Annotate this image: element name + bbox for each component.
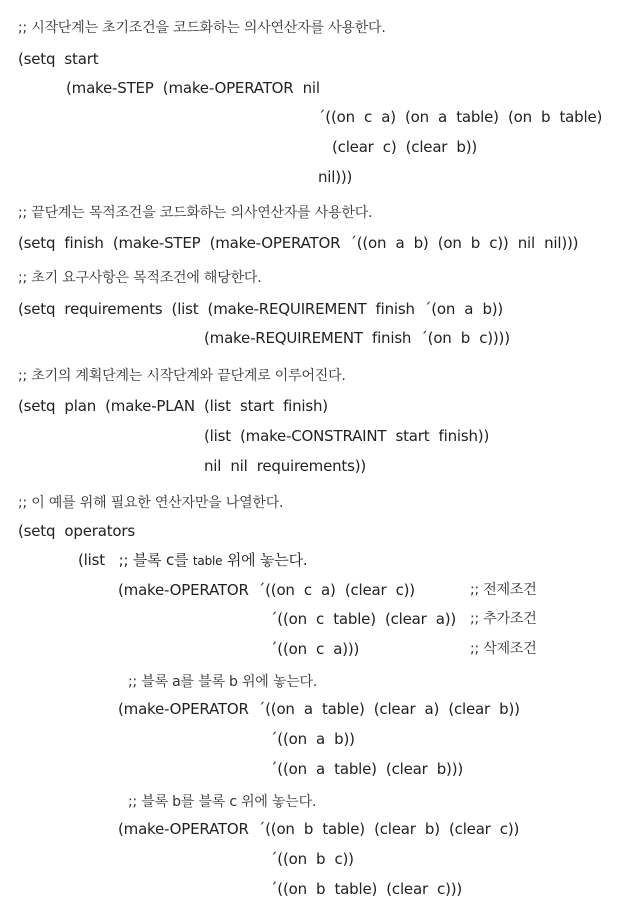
- code-line: nil nil requirements)): [204, 457, 367, 475]
- comment-line: ;; 블록 a를 블록 b 위에 놓는다.: [128, 674, 318, 690]
- comment-line: ;; 전제조건: [470, 582, 537, 598]
- code-line: (list (make-CONSTRAINT start finish)): [204, 427, 490, 445]
- code-line: nil))): [318, 168, 353, 186]
- comment-line: ;; 블록 b를 블록 c 위에 놓는다.: [128, 794, 317, 810]
- code-fragment: (list ;; 블록 c를: [78, 551, 193, 569]
- code-line: ´((on c table) (clear a)): [270, 610, 457, 628]
- comment-line: ;; 초기의 계획단계는 시작단계와 끝단계로 이루어진다.: [18, 368, 346, 384]
- code-line: (setq requirements (list (make-REQUIREMENT finish ´(on a b)): [18, 300, 504, 318]
- code-line: (make-REQUIREMENT finish ´(on b c)))): [204, 329, 510, 347]
- comment-line: ;; 초기 요구사항은 목적조건에 해당한다.: [18, 270, 262, 286]
- code-line: (make-OPERATOR ´((on a table) (clear a) (clear b)): [118, 700, 520, 718]
- code-line: (make-OPERATOR ´((on b table) (clear b) (clear c)): [118, 820, 520, 838]
- comment-line: ;; 이 예를 위해 필요한 연산자만을 나열한다.: [18, 495, 284, 511]
- code-line: (setq operators: [18, 522, 135, 540]
- code-line: (make-STEP (make-OPERATOR nil: [66, 79, 320, 97]
- code-line: ´((on a b)): [270, 730, 355, 748]
- code-line: ´((on c a) (on a table) (on b table): [318, 108, 603, 126]
- code-line: ´((on c a))): [270, 640, 360, 658]
- code-line: (make-OPERATOR ´((on c a) (clear c)): [118, 581, 415, 599]
- code-line: ´((on a table) (clear b))): [270, 760, 463, 778]
- code-line: ´((on b c)): [270, 850, 354, 868]
- code-line: (setq finish (make-STEP (make-OPERATOR ´((on a b) (on b c)) nil nil))): [18, 234, 579, 252]
- code-line: (clear c) (clear b)): [332, 138, 478, 156]
- code-fragment: table: [192, 554, 223, 568]
- code-line: ´((on b table) (clear c))): [270, 880, 463, 898]
- code-line: (setq plan (make-PLAN (list start finish): [18, 397, 328, 415]
- comment-line: ;; 추가조건: [470, 611, 537, 627]
- code-line: [78, 550, 307, 571]
- code-line: (setq start: [18, 50, 99, 68]
- comment-line: ;; 삭제조건: [470, 641, 537, 657]
- code-fragment: 위에 놓는다.: [222, 551, 308, 569]
- comment-line: ;; 끝단계는 목적조건을 코드화하는 의사연산자를 사용한다.: [18, 205, 373, 221]
- comment-line: ;; 시작단계는 초기조건을 코드화하는 의사연산자를 사용한다.: [18, 20, 386, 36]
